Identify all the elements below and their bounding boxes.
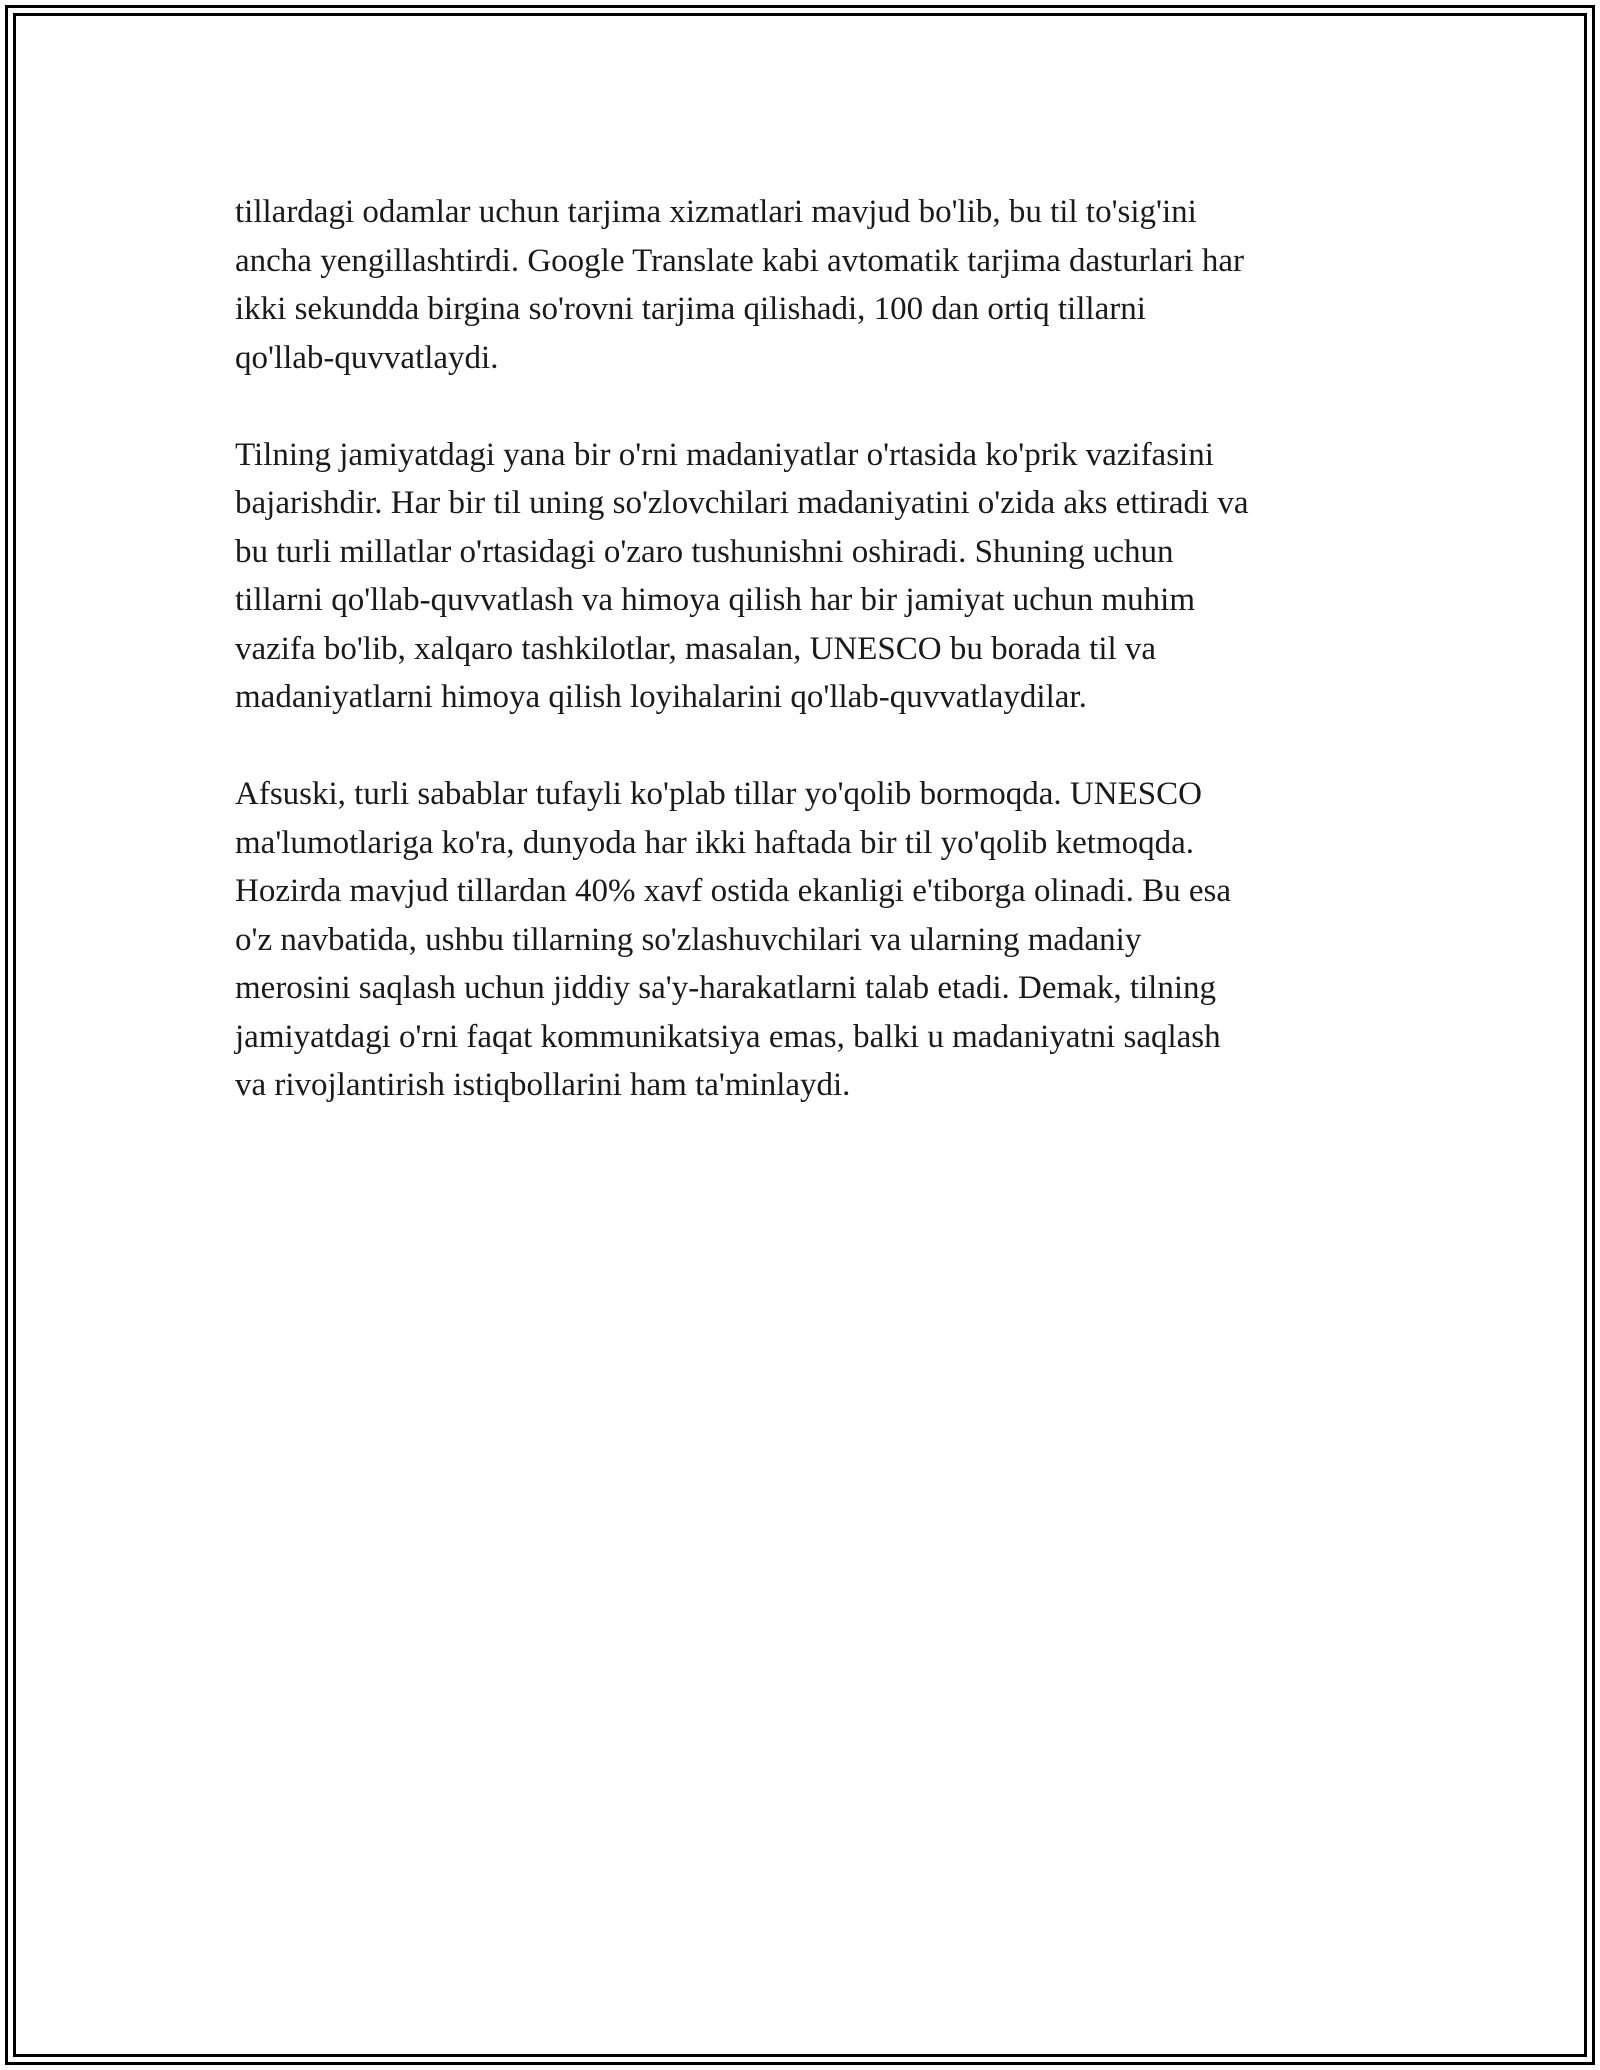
text-line: ikki sekundda birgina so'rovni tarjima qilishadi, 100 dan ortiq tillarni: [235, 291, 1146, 327]
text-line: Afsuski, turli sabablar tufayli ko'plab tillar yo'qolib bormoqda. UNESCO: [235, 776, 1202, 812]
text-line: qo'llab-quvvatlaydi.: [235, 339, 499, 376]
text-line: madaniyatlarni himoya qilish loyihalarini qo'llab-quvvatlaydilar.: [235, 679, 1087, 715]
text-line: o'z navbatida, ushbu tillarning so'zlashuvchilari va ularning madaniy: [235, 921, 1142, 958]
paragraph-endangered-languages: [235, 770, 1365, 1110]
text-line: ancha yengillashtirdi. Google Translate kabi avtomatik tarjima dasturlari har: [235, 242, 1244, 279]
text-line: va rivojlantirish istiqbollarini ham ta'minlaydi.: [235, 1067, 851, 1103]
text-line: tillarni qo'llab-quvvatlash va himoya qilish har bir jamiyat uchun muhim: [235, 582, 1196, 618]
text-line: ma'lumotlariga ko'ra, dunyoda har ikki haftada bir til yo'qolib ketmoqda.: [235, 824, 1195, 861]
text-line: Tilning jamiyatdagi yana bir o'rni madaniyatlar o'rtasida ko'prik vazifasini: [235, 436, 1214, 473]
text-line: tillardagi odamlar uchun tarjima xizmatlari mavjud bo'lib, bu til to'sig'ini: [235, 194, 1197, 230]
text-line: Hozirda mavjud tillardan 40% xavf ostida ekanligi e'tiborga olinadi. Bu esa: [235, 873, 1231, 909]
text-line: vazifa bo'lib, xalqaro tashkilotlar, masalan, UNESCO bu borada til va: [235, 630, 1157, 667]
document-body: [235, 188, 1365, 1158]
paragraph-translation-services: [235, 188, 1365, 382]
text-line: jamiyatdagi o'rni faqat kommunikatsiya emas, balki u madaniyatni saqlash: [235, 1018, 1221, 1055]
text-line: merosini saqlash uchun jiddiy sa'y-harakatlarni talab etadi. Demak, tilning: [235, 970, 1217, 1006]
text-line: bajarishdir. Har bir til uning so'zlovchilari madaniyatini o'zida aks ettiradi va: [235, 485, 1249, 521]
text-line: bu turli millatlar o'rtasidagi o'zaro tushunishni oshiradi. Shuning uchun: [235, 533, 1174, 570]
paragraph-cultural-bridge: [235, 431, 1365, 722]
